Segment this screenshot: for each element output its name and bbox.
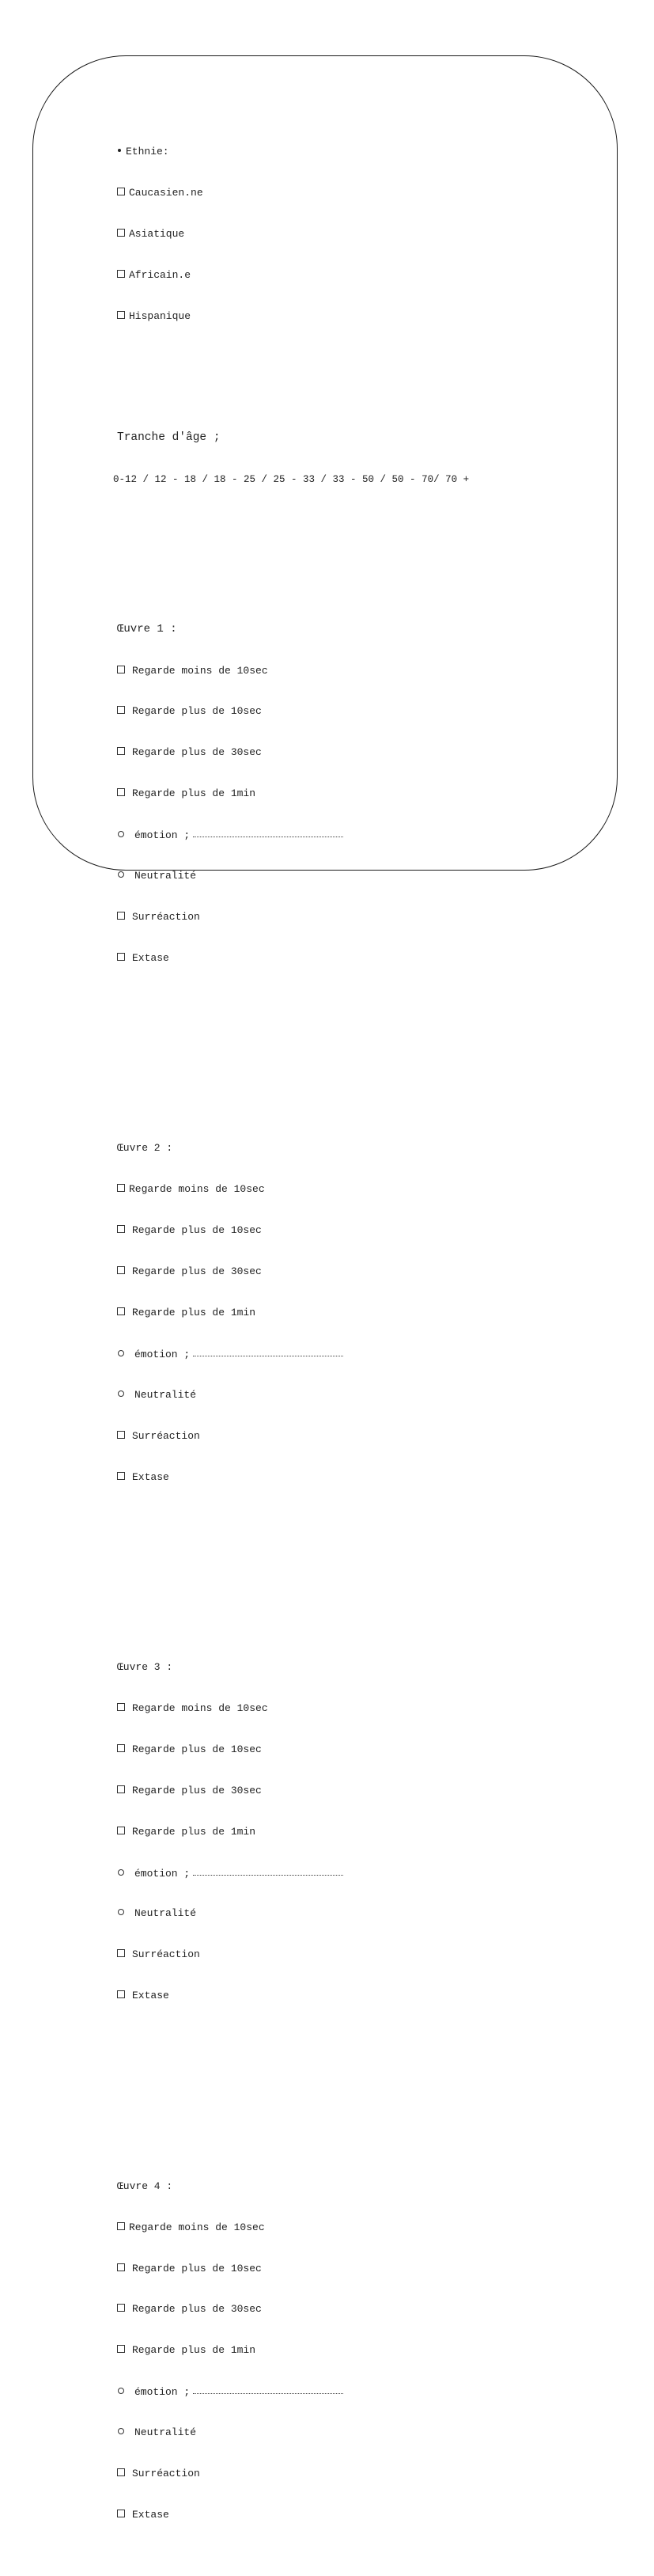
view-option[interactable] [117,1702,592,1715]
option-label: Regarde plus de 10sec [132,1743,262,1755]
ethnie-option[interactable] [117,268,592,282]
checkbox-icon[interactable] [117,706,125,714]
radio-icon[interactable] [118,1390,124,1397]
view-option[interactable] [117,2262,592,2275]
emotion-label: émotion ; [134,1867,191,1880]
option-label: Extase [132,951,169,964]
view-option[interactable] [117,787,592,800]
option-label: Regarde plus de 1min [132,787,256,800]
checkbox-icon[interactable] [117,1785,125,1793]
checkbox-icon[interactable] [117,229,125,237]
option-label: Surréaction [132,1948,200,1961]
option-label: Regarde plus de 30sec [132,2303,262,2316]
ethnie-option[interactable] [117,309,592,323]
emotion-field[interactable] [117,1347,592,1360]
option-label: Neutralité [134,870,197,882]
emotion-blank[interactable] [193,828,343,837]
checkbox-icon[interactable] [117,1225,125,1233]
view-option[interactable] [117,745,592,759]
checkbox-icon[interactable] [117,1827,125,1834]
emotion-field[interactable] [117,1866,592,1880]
option-label: Hispanique [129,309,191,322]
radio-icon[interactable] [118,1350,124,1356]
neutral-option[interactable] [117,1906,592,1920]
checkbox-icon[interactable] [117,1472,125,1480]
option-label: Caucasien.ne [129,187,203,199]
view-option[interactable] [117,2343,592,2357]
checkbox-icon[interactable] [117,1184,125,1192]
view-option[interactable] [117,1825,592,1838]
radio-icon[interactable] [118,831,124,837]
reaction-option[interactable] [117,2508,592,2521]
option-label: Neutralité [134,1907,197,1920]
ethnie-option[interactable] [117,186,592,199]
emotion-label: émotion ; [134,829,191,842]
checkbox-icon[interactable] [117,912,125,920]
option-label: Regarde plus de 1min [132,1306,256,1318]
checkbox-icon[interactable] [117,311,125,319]
reaction-option[interactable] [117,1989,592,2002]
view-option[interactable] [117,1265,592,1278]
oeuvre-section [117,1633,592,2030]
reaction-option[interactable] [117,1429,592,1443]
option-label: Regarde moins de 10sec [129,2221,265,2233]
emotion-label: émotion ; [134,2386,191,2399]
option-label: Regarde plus de 10sec [132,2262,262,2274]
checkbox-icon[interactable] [117,2468,125,2476]
option-label: Regarde moins de 10sec [132,664,268,677]
oeuvre-title: Œuvre 4 : [117,2180,173,2192]
option-label: Surréaction [132,2467,200,2479]
age-title: Tranche d'âge ; [117,431,221,445]
checkbox-icon[interactable] [117,1744,125,1752]
option-label: Regarde plus de 30sec [132,1784,262,1796]
checkbox-icon[interactable] [117,1431,125,1439]
bullet-icon [118,149,121,152]
reaction-option[interactable] [117,951,592,965]
age-ranges: 0-12 / 12 - 18 / 18 - 25 / 25 - 33 / 33 - 50 / 50 - 70/ 70 + [113,473,470,485]
radio-icon[interactable] [118,2428,124,2434]
emotion-blank[interactable] [193,1347,343,1356]
emotion-label: émotion ; [134,1348,191,1360]
option-label: Neutralité [134,2426,197,2439]
option-label: Extase [132,2508,169,2521]
checkbox-icon[interactable] [117,1266,125,1274]
radio-icon[interactable] [118,1869,124,1876]
checkbox-icon[interactable] [117,2304,125,2312]
view-option[interactable] [117,1306,592,1319]
view-option[interactable] [117,1784,592,1797]
option-label: Regarde moins de 10sec [129,1183,265,1196]
option-label: Extase [132,1470,169,1483]
reaction-option[interactable] [117,1948,592,1961]
view-option[interactable] [117,2302,592,2316]
checkbox-icon[interactable] [117,188,125,195]
view-option[interactable] [117,664,592,677]
checkbox-icon[interactable] [117,1990,125,1998]
option-label: Regarde plus de 10sec [132,1224,262,1237]
checkbox-icon[interactable] [117,666,125,673]
radio-icon[interactable] [118,2388,124,2394]
emotion-blank[interactable] [193,2384,343,2394]
radio-icon[interactable] [118,1909,124,1915]
questionnaire [113,90,592,2576]
checkbox-icon[interactable] [117,1949,125,1957]
emotion-field[interactable] [117,828,592,841]
oeuvre-title: Œuvre 1 : [117,622,177,635]
checkbox-icon[interactable] [117,953,125,961]
view-option[interactable] [117,1224,592,1237]
neutral-option[interactable] [117,869,592,882]
checkbox-icon[interactable] [117,1307,125,1315]
option-label: Africain.e [129,268,191,281]
view-option[interactable] [117,1182,592,1196]
oeuvre-section [117,1114,592,1512]
reaction-option[interactable] [117,910,592,924]
neutral-option[interactable] [117,2426,592,2439]
checkbox-icon[interactable] [117,2222,125,2230]
view-option[interactable] [117,1743,592,1756]
checkbox-icon[interactable] [117,2345,125,2353]
option-label: Regarde plus de 30sec [132,746,262,759]
option-label: Regarde moins de 10sec [132,1702,268,1714]
option-label: Regarde plus de 1min [132,2344,256,2357]
radio-icon[interactable] [118,871,124,878]
reaction-option[interactable] [117,2467,592,2480]
emotion-field[interactable] [117,2384,592,2398]
oeuvre-title: Œuvre 2 : [117,1142,173,1155]
view-option[interactable] [117,704,592,718]
emotion-blank[interactable] [193,1866,343,1876]
checkbox-icon[interactable] [117,1703,125,1711]
option-label: Neutralité [134,1388,197,1401]
option-label: Regarde plus de 10sec [132,705,262,718]
view-option[interactable] [117,2221,592,2234]
checkbox-icon[interactable] [117,747,125,755]
ethnie-title: Ethnie: [126,146,169,158]
checkbox-icon[interactable] [117,270,125,278]
oeuvre-section [117,595,592,992]
checkbox-icon[interactable] [117,788,125,796]
neutral-option[interactable] [117,1388,592,1402]
option-label: Regarde plus de 30sec [132,1265,262,1278]
checkbox-icon[interactable] [117,2510,125,2517]
option-label: Extase [132,1990,169,2002]
option-label: Surréaction [132,910,200,923]
option-label: Regarde plus de 1min [132,1825,256,1838]
oeuvre-title: Œuvre 3 : [117,1661,173,1674]
oeuvre-section [117,2152,592,2549]
option-label: Surréaction [132,1429,200,1442]
reaction-option[interactable] [117,1470,592,1484]
checkbox-icon[interactable] [117,2263,125,2271]
ethnie-heading [117,145,592,158]
option-label: Asiatique [129,227,185,240]
ethnie-option[interactable] [117,227,592,241]
